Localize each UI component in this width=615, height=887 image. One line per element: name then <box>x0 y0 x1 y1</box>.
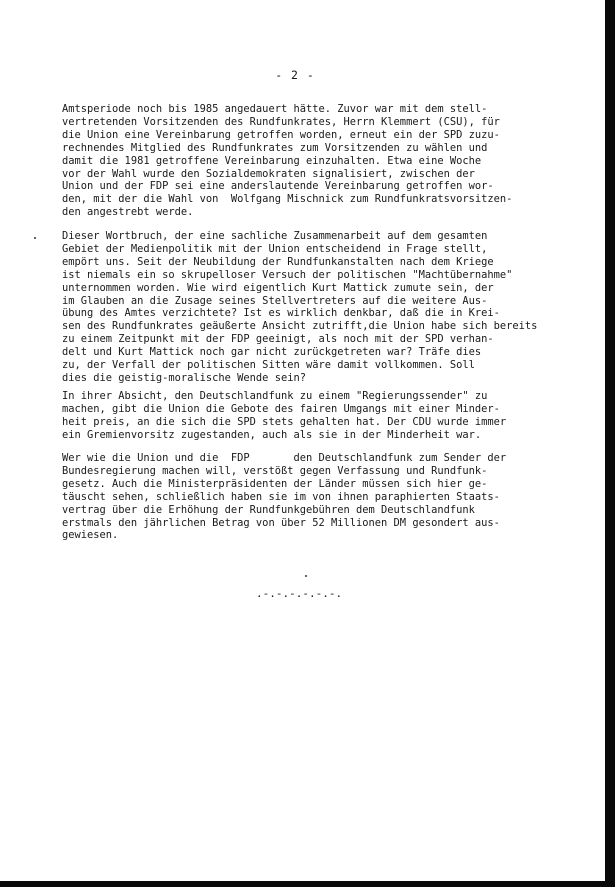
paragraph-4: Wer wie die Union und die FDP den Deutschlandfunk zum Sender der Bundesregierung machen will, verstößt gegen Verfassung und Rundfunk- gesetz. Auch die Ministerpräsidenten der Länder müssen sich hier ge- täuscht sehen, schließlich haben sie im von ihnen paraphierten Staats- vertrag über die Erhöhung der Rundfunkgebühren dem Deutschlandfunk erstmals den jährlichen Betrag von über 52 Millionen DM gesondert aus- gewiesen. <box>62 452 507 542</box>
paragraph-1: Amtsperiode noch bis 1985 angedauert hätte. Zuvor war mit dem stell- vertretenden Vorsitzenden des Rundfunkrates, Herrn Klemmert (CSU), für die Union eine Vereinbarung getroffen worden, erneut ein der SPD zuzu- rechnendes Mitglied des Rundfunkrates zum Vorsitzenden zu wählen und damit die 1981 getroffene Vereinbarung einzuhalten. Etwa eine Woche vor der Wahl wurde den Sozialdemokraten signalisiert, zwischen der Union und der FDP sei eine anderslautende Vereinbarung getroffen wor- den, mit der die Wahl von Wolfgang Mischnick zum Rundfunkratsvorsitzen- den angestrebt werde. <box>62 103 513 219</box>
stray-mark <box>305 575 307 577</box>
paragraph-2: Dieser Wortbruch, der eine sachliche Zusammenarbeit auf dem gesamten Gebiet der Medienpolitik mit der Union entscheidend in Frage stellt, empört uns. Seit der Neubildung der Rundfunkanstalten nach dem Kriege ist niemals ein so skrupelloser Versuch der politischen "Machtübernahme" unternommen worden. Wie wird eigentlich Kurt Mattick zumute sein, der im Glauben an die Zusage seines Stellvertreters auf die weitere Aus- übung des Amtes verzichtete? Ist es wirklich denkbar, daß die in Krei- sen des Rundfunkrates geäußerte Ansicht zutrifft,die Union habe sich bereits zu einem Zeitpunkt mit der FDP geeinigt, als noch mit der SPD verhan- delt und Kurt Mattick noch gar nicht zurückgetreten war? Träfe dies zu, der Verfall der politischen Sitten wäre damit vollkommen. Soll dies die geistig-moralische Wende sein? <box>62 230 538 384</box>
paragraph-3: In ihrer Absicht, den Deutschlandfunk zu einem "Regierungssender" zu machen, gibt die Union die Gebote des fairen Umgangs mit einer Minder- heit preis, an die sich die SPD stets gehalten hat. Der CDU wurde immer ein Gremienvorsitz zugestanden, auch als sie in der Minderheit war. <box>62 390 507 441</box>
end-mark: .-.-.-.-.-.-. <box>256 587 343 600</box>
page-frame-bottom <box>0 881 615 887</box>
page-frame-right <box>605 0 615 887</box>
page-number: - 2 - <box>275 68 315 82</box>
margin-mark <box>34 237 36 239</box>
